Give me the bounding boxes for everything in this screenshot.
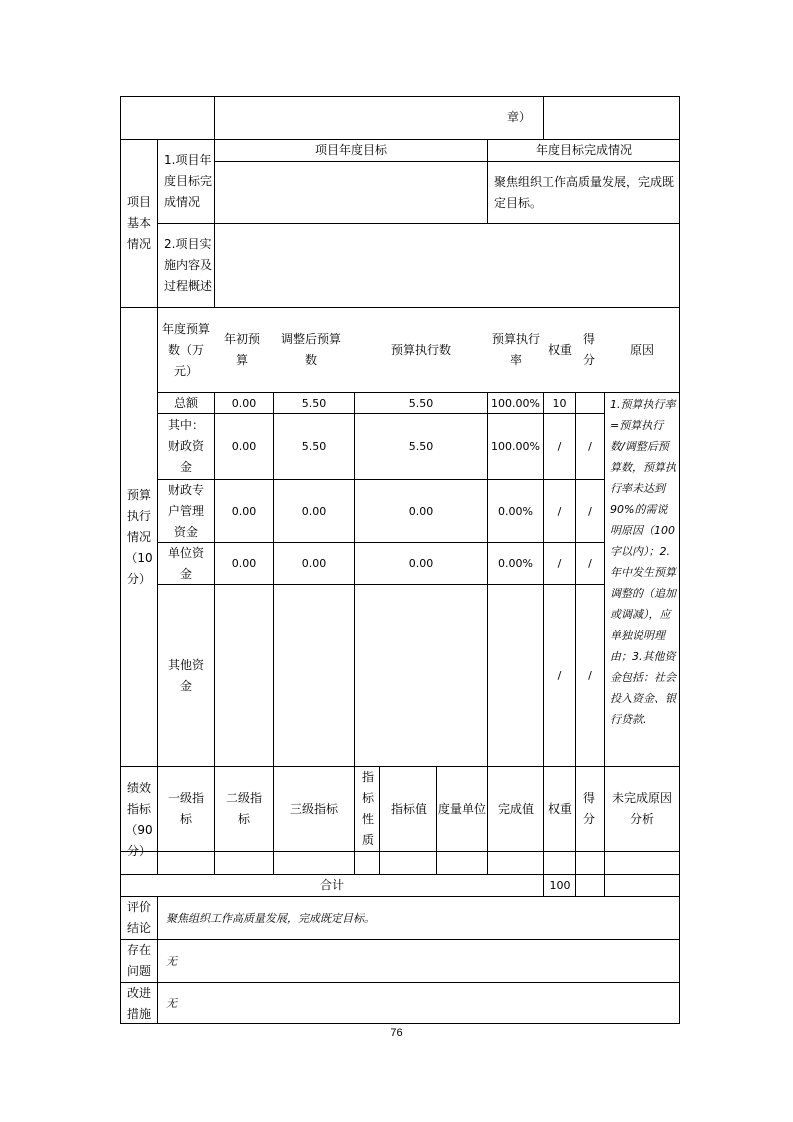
budget-cell-score: [576, 393, 604, 413]
col-annual-target: [215, 139, 487, 161]
hdr-level3-text: 三级指标: [289, 801, 338, 816]
budget-cell-executed: [355, 585, 487, 766]
grid-line-v: [214, 96, 215, 308]
hdr-weight: [548, 308, 572, 392]
hdr-executed: [355, 308, 487, 392]
hdr-done-value: [488, 767, 544, 851]
hdr-indicator-value: [382, 767, 436, 851]
evaluation-table: [120, 96, 680, 1024]
budget-cell-rate: 0.00%: [498, 504, 533, 518]
col-annual-target-text: 项目年度目标: [314, 142, 387, 157]
budget-cell-weight: 10: [552, 396, 567, 410]
hdr-unfinished-reason: [604, 767, 680, 851]
hdr-annual-budget-text: 年度预算数（万元）: [161, 321, 210, 378]
annual-target-label: [158, 139, 214, 223]
budget-cell-name: 其中：财政资金: [167, 418, 204, 474]
page-number: 76: [390, 1027, 403, 1039]
budget-cell-initial: 0.00: [231, 440, 257, 453]
hdr-rate: [490, 308, 542, 392]
improve-value: 无: [166, 997, 177, 1010]
budget-cell-weight: /: [557, 669, 562, 682]
hdr-reason-text: 原因: [629, 342, 654, 357]
hdr-perf-score-text: 得分: [582, 791, 595, 826]
hdr-unit: [438, 767, 486, 851]
budget-cell-initial: 0.00: [231, 396, 257, 410]
hdr-perf-weight: [548, 767, 572, 851]
basic-section-label: [122, 139, 156, 307]
budget-cell-adjusted: 0.00: [301, 504, 327, 518]
total-weight: [544, 875, 576, 896]
budget-cell-rate: 100.00%: [491, 440, 540, 453]
problems-text: [160, 940, 680, 982]
budget-cell-rate: 100.00%: [491, 396, 540, 410]
budget-cell-executed: 0.00: [408, 557, 434, 570]
hdr-unfinished-reason-text: 未完成原因分析: [612, 791, 673, 826]
conclusion-label: [122, 897, 156, 939]
annual-target-label-text: 1.项目年度目标完成情况: [164, 152, 213, 209]
budget-cell-score: /: [588, 557, 592, 570]
hdr-score-text: 得分: [582, 332, 595, 367]
col-target-completion-text: 年度目标完成情况: [535, 142, 632, 157]
hdr-weight-text: 权重: [548, 342, 572, 357]
budget-cell-weight: /: [557, 440, 562, 453]
problems-label: [122, 940, 156, 982]
budget-cell-executed: 0.00: [408, 504, 434, 518]
budget-cell-weight: /: [557, 557, 562, 570]
budget-section-label: [122, 308, 156, 766]
col-target-completion: [488, 139, 680, 161]
implementation-label: [158, 224, 214, 307]
hdr-nature: [357, 767, 379, 851]
budget-cell-adjusted: 0.00: [301, 557, 327, 570]
stamp-tail: [494, 96, 544, 139]
budget-cell-adjusted: [274, 585, 354, 766]
hdr-nature-text: 指标性质: [361, 770, 374, 847]
problems-value: 无: [166, 954, 177, 968]
hdr-perf-score: [578, 767, 600, 851]
hdr-score: [578, 308, 600, 392]
budget-cell-weight: /: [557, 504, 562, 518]
implementation-label-text: 2.项目实施内容及过程概述: [164, 237, 213, 293]
improve-label-text: 改进措施: [126, 985, 151, 1021]
target-completion-text: [488, 162, 680, 223]
conclusion-label-text: 评价结论: [126, 900, 151, 935]
budget-cell-executed: 5.50: [408, 440, 434, 453]
hdr-level3: [274, 767, 354, 851]
hdr-annual-budget: [160, 308, 212, 392]
perf-section-label: [122, 767, 156, 873]
conclusion-value: 聚焦组织工作高质量发展，完成既定目标。: [166, 911, 375, 925]
budget-cell-name: 总额: [173, 395, 198, 410]
reason-note: [607, 393, 677, 766]
budget-cell-adjusted: 5.50: [301, 440, 327, 453]
hdr-executed-text: 预算执行数: [390, 342, 451, 357]
total-label: [120, 875, 544, 896]
budget-cell-rate: 0.00%: [498, 557, 533, 570]
hdr-done-value-text: 完成值: [497, 801, 534, 816]
reason-note-text: 1.预算执行率=预算执行数/调整后预算数，预算执行率未达到90%的需说明原因（100字以内）；2.年中发生预算调整的（追加或调减），应单独说明理由；3.其他资金包括：社会投入资金、银行贷款.: [610, 398, 676, 726]
hdr-rate-text: 预算执行率: [491, 332, 540, 367]
perf-section-label-text: 绩效指标（90分）: [125, 781, 153, 858]
total-weight-text: 100: [549, 879, 571, 892]
conclusion-text: [160, 897, 680, 939]
grid-line-h: [158, 223, 680, 224]
hdr-initial-budget: [220, 308, 264, 392]
hdr-initial-budget-text: 年初预算: [223, 332, 260, 367]
budget-cell-adjusted: 5.50: [301, 396, 327, 410]
hdr-perf-weight-text: 权重: [548, 801, 572, 816]
grid-line-v: [379, 766, 380, 874]
budget-section-label-text: 预算执行情况（10分）: [125, 487, 153, 586]
total-label-text: 合计: [319, 878, 344, 892]
budget-cell-executed: 5.50: [408, 396, 434, 410]
grid-line-h: [120, 96, 680, 97]
budget-cell-initial: [215, 585, 273, 766]
hdr-level2: [215, 767, 273, 851]
improve-label: [122, 983, 156, 1024]
basic-section-label-text: 项目基本情况: [126, 194, 151, 251]
grid-line-h: [120, 851, 680, 852]
hdr-reason: [604, 308, 680, 392]
grid-line-v: [679, 96, 680, 1024]
hdr-level1-text: 一级指标: [168, 791, 205, 826]
budget-cell-name: 单位资金: [167, 545, 204, 581]
hdr-adjusted-budget: [276, 308, 346, 392]
budget-cell-initial: 0.00: [231, 504, 257, 518]
budget-cell-rate: [488, 585, 543, 766]
budget-cell-name: 其他资金: [167, 657, 204, 693]
hdr-adjusted-budget-text: 调整后预算数: [280, 332, 341, 367]
budget-cell-score: /: [588, 504, 592, 518]
hdr-level1: [158, 767, 214, 851]
hdr-unit-text: 度量单位: [438, 801, 486, 816]
target-completion-value: 聚焦组织工作高质量发展，完成既定目标。: [494, 174, 675, 210]
stamp-tail-text: 章）: [506, 110, 531, 124]
budget-cell-score: /: [588, 669, 592, 682]
hdr-indicator-value-text: 指标值: [390, 801, 427, 816]
improve-text: [160, 983, 680, 1024]
grid-line-v: [436, 766, 437, 874]
hdr-level2-text: 二级指标: [225, 791, 262, 826]
grid-line-v: [157, 896, 158, 1024]
budget-cell-initial: 0.00: [231, 557, 257, 570]
problems-label-text: 存在问题: [126, 943, 151, 978]
budget-cell-name: 财政专户管理资金: [167, 482, 204, 539]
budget-cell-score: /: [588, 440, 592, 453]
